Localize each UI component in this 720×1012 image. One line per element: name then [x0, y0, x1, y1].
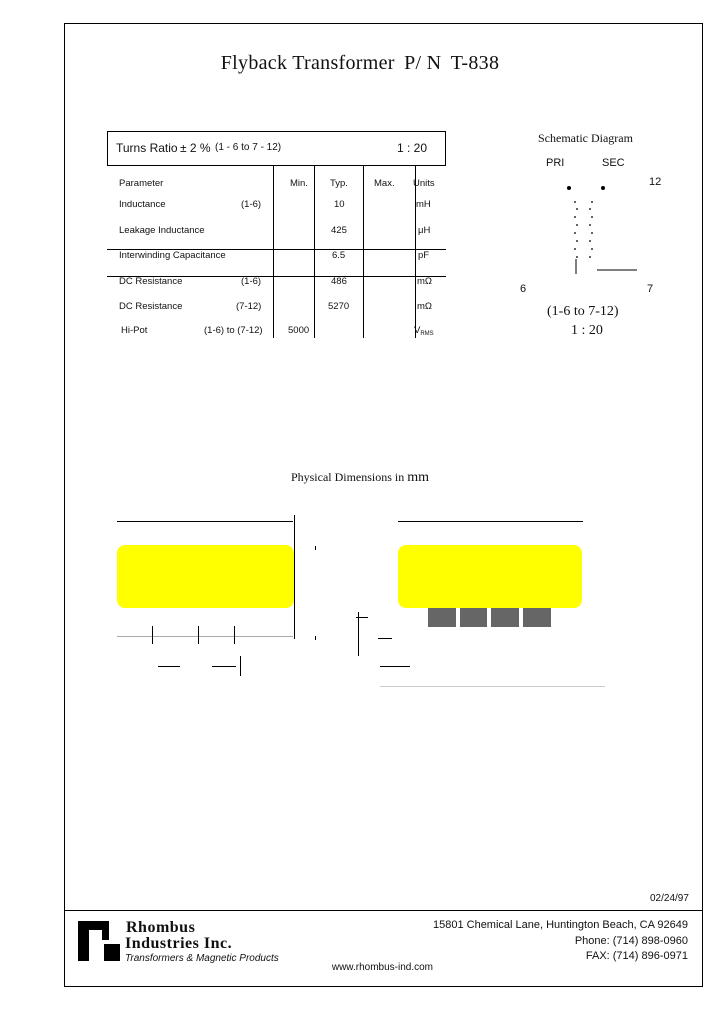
standoff-mark: [378, 638, 392, 639]
header-units: Units: [413, 178, 435, 189]
title-pn-label: P/ N: [404, 52, 442, 74]
header-max: Max.: [374, 178, 395, 189]
schematic-drawing: [540, 175, 650, 275]
terminal-pad: [491, 608, 519, 627]
row-capacitance-param: Interwinding Capacitance: [119, 250, 226, 261]
secondary-coil-icon: [589, 201, 593, 258]
row-dcr-sec-typ: 5270: [328, 301, 350, 312]
row-leakage-units: μH: [418, 225, 431, 236]
row-leakage-typ: 425: [331, 225, 347, 236]
spec-table: [107, 131, 446, 338]
row-dcr-sec-pins: (7-12): [236, 301, 262, 312]
row-capacitance-typ: 6.5: [332, 250, 346, 261]
turns-ratio-tolerance: ± 2 %: [180, 141, 211, 155]
company-phone: Phone: (714) 898-0960: [574, 935, 688, 947]
row-hipot-pins: (1-6) to (7-12): [204, 325, 263, 336]
physical-title-text: Physical Dimensions in: [290, 470, 405, 484]
pin-tick: [198, 626, 199, 644]
dimension-line-pitch: [212, 666, 236, 667]
title-product: Flyback Transformer: [220, 52, 395, 74]
col-divider: [314, 166, 315, 338]
row-dcr-pri-typ: 486: [331, 276, 347, 287]
header-min: Min.: [290, 178, 308, 189]
pin-tick: [152, 626, 153, 644]
row-capacitance-units: pF: [418, 250, 430, 261]
schematic-pins-text: (1-6 to 7-12): [547, 304, 619, 319]
company-address: 15801 Chemical Lane, Huntington Beach, CA 92649: [432, 919, 688, 931]
row-inductance-typ: 10: [334, 199, 345, 210]
row-dcr-pri-pins: (1-6): [241, 276, 262, 287]
sec-dot-icon: [601, 186, 605, 190]
row-inductance-units: mH: [416, 199, 431, 210]
physical-dimensions-title: [0, 470, 720, 486]
row-hipot-param: Hi-Pot: [121, 325, 148, 336]
schematic-title: Schematic Diagram: [538, 131, 633, 145]
transformer-side-view: [398, 545, 582, 608]
row-dcr-sec-param: DC Resistance: [119, 301, 183, 312]
header-parameter: Parameter: [119, 178, 164, 189]
schematic-ratio-text: 1 : 20: [571, 323, 603, 338]
schematic-pin-6: 6: [520, 283, 527, 295]
row-hipot-min: 5000: [288, 325, 310, 336]
header-typ: Typ.: [330, 178, 348, 189]
turns-ratio-value: 1 : 20: [397, 141, 428, 155]
height-arrow: [315, 546, 316, 550]
row-dcr-sec-units: mΩ: [417, 301, 433, 312]
row-leakage-param: Leakage Inductance: [119, 225, 205, 236]
schematic-pin-7: 7: [647, 283, 654, 295]
turns-ratio-row: [107, 131, 446, 165]
col-divider: [273, 166, 274, 338]
dimension-line-length: [117, 521, 293, 522]
dimension-line-width: [398, 521, 583, 522]
col-divider: [363, 166, 364, 338]
company-name-line1: Rhombus: [126, 919, 196, 936]
row-dcr-pri-param: DC Resistance: [119, 276, 183, 287]
page-title: [0, 52, 720, 75]
schematic-pri-label: PRI: [546, 157, 565, 169]
company-fax: FAX: (714) 896-0971: [585, 950, 688, 962]
pin-pitch-tick: [240, 656, 241, 676]
company-tagline: Transformers & Magnetic Products: [125, 953, 279, 964]
standoff-dimension: [358, 612, 359, 656]
dimension-line-span: [380, 666, 410, 667]
transformer-top-view: [117, 545, 294, 608]
col-divider: [415, 166, 416, 338]
terminal-pad: [523, 608, 551, 627]
turns-ratio-pins: (1 - 6 to 7 - 12): [215, 142, 282, 153]
terminal-pad: [460, 608, 487, 627]
row-inductance-param: Inductance: [119, 199, 166, 210]
title-part-number: T-838: [450, 52, 500, 74]
pri-dot-icon: [567, 186, 571, 190]
hipot-units-main: V: [414, 325, 421, 336]
dimension-line-overall: [380, 686, 605, 687]
pin-row-left: [117, 636, 293, 637]
company-logo-icon: [78, 918, 122, 966]
turns-ratio-label: Turns Ratio: [116, 141, 178, 155]
row-dcr-pri-units: mΩ: [417, 276, 433, 287]
row-inductance-pins: (1-6): [241, 199, 262, 210]
primary-coil-icon: [574, 201, 578, 258]
height-arrow: [315, 636, 316, 640]
parameter-grid: [107, 165, 446, 338]
company-name-line2: Industries Inc.: [125, 935, 233, 952]
pin-tick: [234, 626, 235, 644]
footer-divider: [64, 910, 702, 911]
company-website[interactable]: www.rhombus-ind.com: [331, 962, 433, 973]
hipot-units-sub: RMS: [420, 331, 434, 337]
physical-title-unit: mm: [407, 470, 430, 485]
terminal-pad: [428, 608, 456, 627]
dimension-extension: [294, 515, 295, 639]
schematic-sec-label: SEC: [602, 157, 625, 169]
revision-date: 02/24/97: [650, 893, 689, 904]
dimension-line-pitch: [158, 666, 180, 667]
schematic-pin-12: 12: [649, 176, 662, 188]
row-hipot-units: [414, 325, 434, 337]
